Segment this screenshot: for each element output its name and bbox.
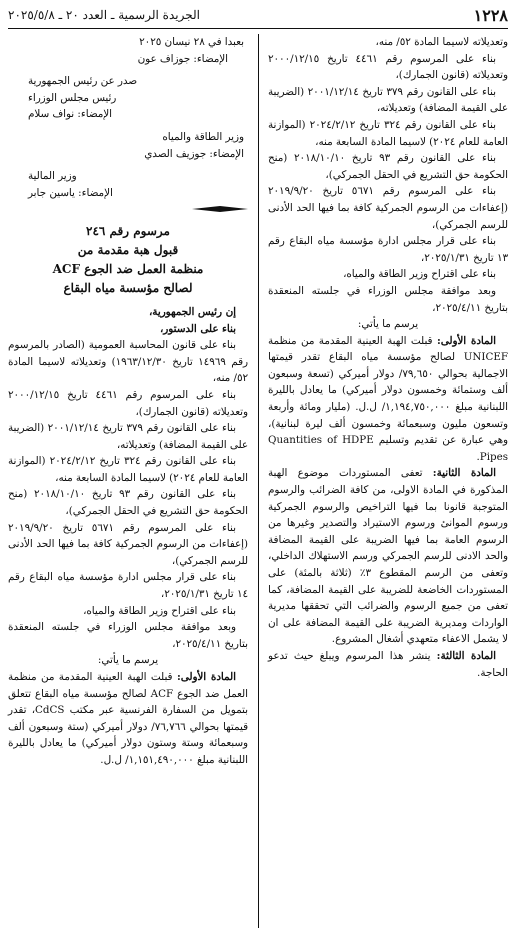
article-2 xyxy=(268,465,508,648)
decree-title-line: منظمة العمل ضد الجوع ACF xyxy=(52,261,204,276)
preamble-constitution: بناء على الدستور، xyxy=(159,322,236,335)
citation: بناء على المرسوم رقم ٥٦٧١ تاريخ ٢٠١٩/٩/٢٠ (إعفاءات من الرسوم الجمركية كافة بما فيها الحد الأدنى للرسم الجمركي)، xyxy=(8,521,248,567)
citation: وبعد موافقة مجلس الوزراء في جلسته المنعقدة بتاريخ ٢٠٢٥/٤/١١، xyxy=(8,621,248,650)
article-label: المادة الثانية: xyxy=(432,467,496,480)
article-3 xyxy=(268,648,508,681)
citation: بناء على المرسوم رقم ٤٤٦١ تاريخ ٢٠٠٠/١٢/١٥ وتعديلاته (قانون الجمارك)، xyxy=(8,388,248,418)
pm-signature: الإمضاء: نواف سلام xyxy=(28,108,113,121)
issued-by: صدر عن رئيس الجمهورية xyxy=(28,75,138,88)
citation: بناء على المرسوم رقم ٥٦٧١ تاريخ ٢٠١٩/٩/٢٠ (إعفاءات من الرسوم الجمركية كافة بما فيها الحد الأدنى للرسم الجمركي)، xyxy=(268,185,508,231)
citation: وتعديلاته لاسيما المادة ٥٢/ منه، xyxy=(375,36,508,48)
right-column xyxy=(268,34,508,681)
decree-title-line: لصالح مؤسسة مياه البقاع xyxy=(63,280,193,295)
section-divider-icon xyxy=(192,206,248,212)
finance-minister-signature: الإمضاء: ياسين جابر xyxy=(28,186,113,199)
article-label: المادة الأولى: xyxy=(176,671,236,683)
column-divider xyxy=(258,34,259,928)
citation: بناء على قرار مجلس ادارة مؤسسة مياه البقاع رقم ١٣ تاريخ ٢٠٢٥/١/٣١، xyxy=(268,235,508,264)
president-signature: الإمضاء: جوزاف عون xyxy=(137,52,228,65)
decree-title-line: قبول هبة مقدمة من xyxy=(77,242,179,257)
article-label: المادة الأولى: xyxy=(436,334,496,347)
page-header xyxy=(8,6,508,29)
preamble-president: إن رئيس الجمهورية، xyxy=(148,305,236,318)
article-label: المادة الثالثة: xyxy=(436,649,496,662)
citation: بناء على القانون رقم ٩٣ تاريخ ٢٠١٨/١٠/١٠ (منح الحكومة حق التشريع في الحقل الجمركي)، xyxy=(8,488,248,518)
citation: بناء على اقتراح وزير الطاقة والمياه، xyxy=(83,604,236,617)
finance-minister-title: وزير المالية xyxy=(28,170,77,183)
citation: وبعد موافقة مجلس الوزراء في جلسته المنعقدة بتاريخ ٢٠٢٥/٤/١١، xyxy=(268,284,508,314)
gazette-title: الجريدة الرسمية ـ العدد ٢٠ ـ ٢٠٢٥/٥/٨ xyxy=(8,8,200,22)
citation: بناء على قانون المحاسبة العمومية (الصادر بالمرسوم رقم ١٤٩٦٩ تاريخ ١٩٦٣/١٢/٣٠) وتعديلاته لاسيما المادة ٥٢/ منه، xyxy=(8,339,248,385)
citation: بناء على القانون رقم ٣٢٤ تاريخ ٢٠٢٤/٢/١٢ (الموازنة العامة للعام ٢٠٢٤) لاسيما المادة السابعة منه، xyxy=(8,455,248,484)
decree-number: مرسوم رقم ٢٤٦ xyxy=(86,223,170,238)
energy-minister-title: وزير الطاقة والمياه xyxy=(162,130,244,143)
citation: بناء على القانون رقم ٩٣ تاريخ ٢٠١٨/١٠/١٠ (منح الحكومة حق التشريع في الحقل الجمركي)، xyxy=(268,152,508,181)
energy-minister-signature: الإمضاء: جوزيف الصدي xyxy=(144,147,244,160)
article-1 xyxy=(268,333,508,466)
pm-title: رئيس مجلس الوزراء xyxy=(28,91,117,104)
page-number: ١٢٢٨ xyxy=(473,6,508,25)
citation: بناء على القانون رقم ٣٧٩ تاريخ ٢٠٠١/١٢/١٤ (الضريبة على القيمة المضافة) وتعديلاته، xyxy=(268,85,508,115)
decree-heading: يرسم ما يأتي: xyxy=(97,654,159,667)
left-column xyxy=(8,34,248,769)
article-1 xyxy=(8,669,248,769)
citation: بناء على اقتراح وزير الطاقة والمياه، xyxy=(343,268,496,281)
citation: بناء على قرار مجلس ادارة مؤسسة مياه البقاع رقم ١٤ تاريخ ٢٠٢٥/١/٣١، xyxy=(8,571,248,601)
signing-date: بعبدا في ٢٨ نيسان ٢٠٢٥ xyxy=(139,36,244,48)
article-text: ينشر هذا المرسوم ويبلغ حيث تدعو الحاجة. xyxy=(268,649,508,679)
article-text: قبلت الهبة العينية المقدمة من منظمة UNICEF لصالح مؤسسة مياه البقاع تقدر قيمتها الاجمالية بحوالي ٧٩,٦٥٠/ دولار أميركي (تسعة وسبعون ألف وستمائة وخمسون دولار أميركي) ما يعادل بالليرة اللبنانية مبلغ ١,١٩٤,٧٥٠,٠٠٠/ ل.ل. (مليار ومائة وأربعة وتسعون مليون وسبعمائة وخمسون ألف ليرة لبنانية)، وهي عبارة عن تقديم وتسليم Quantities of HDPE Pipes. xyxy=(268,334,508,463)
decree-heading: يرسم ما يأتي: xyxy=(357,318,419,331)
citation: بناء على القانون رقم ٣٧٩ تاريخ ٢٠٠١/١٢/١٤ (الضريبة على القيمة المضافة) وتعديلاته، xyxy=(8,422,248,451)
article-text: تعفى المستوردات موضوع الهبة المذكورة في المادة الاولى، من كافة الضرائب والرسوم المتوجبة قانونا بما فيها التراخيص والرسوم الجمركية ورسوم الموانئ ورسوم الاستيراد والتصدير وغيرها من الرسوم العامة بما فيها الضريبة على القيمة المضافة والحد الادنى للرسم الجمركي ورسم الاستهلاك الداخلي، وتعفى من الرسم المقطوع ٣٪ (ثلاثة بالمئة) على المستوردات الخاضعة للضريبة على القيمة المضافة، كما تعفى من جميع الرسوم والضرائب التي تحققها مديرية الواردات ومديرية الضريبة على القيمة المضافة على ان لا يشمل الاعفاء متعهدي أشغال المشروع. xyxy=(268,467,508,646)
article-text: قبلت الهبة العينية المقدمة من منظمة العمل ضد الجوع ACF لصالح مؤسسة مياه البقاع تتعلق بتمويل من السفارة الفرنسية عبر مكتب CdCS، تقدر قيمتها بحوالي ٧٦,٧٦٦/ دولار أميركي (ستة وسبعون ألف وسبعمائة وستة وستون دولار أميركي) ما يعادل بالليرة اللبنانية مبلغ ١,١٥١,٤٩٠,٠٠٠/ ل.ل. xyxy=(8,671,249,766)
citation: بناء على القانون رقم ٣٢٤ تاريخ ٢٠٢٤/٢/١٢ (الموازنة العامة للعام ٢٠٢٤) لاسيما المادة السابعة منه، xyxy=(268,118,508,148)
citation: بناء على المرسوم رقم ٤٤٦١ تاريخ ٢٠٠٠/١٢/١٥ وتعديلاته (قانون الجمارك)، xyxy=(268,52,508,82)
